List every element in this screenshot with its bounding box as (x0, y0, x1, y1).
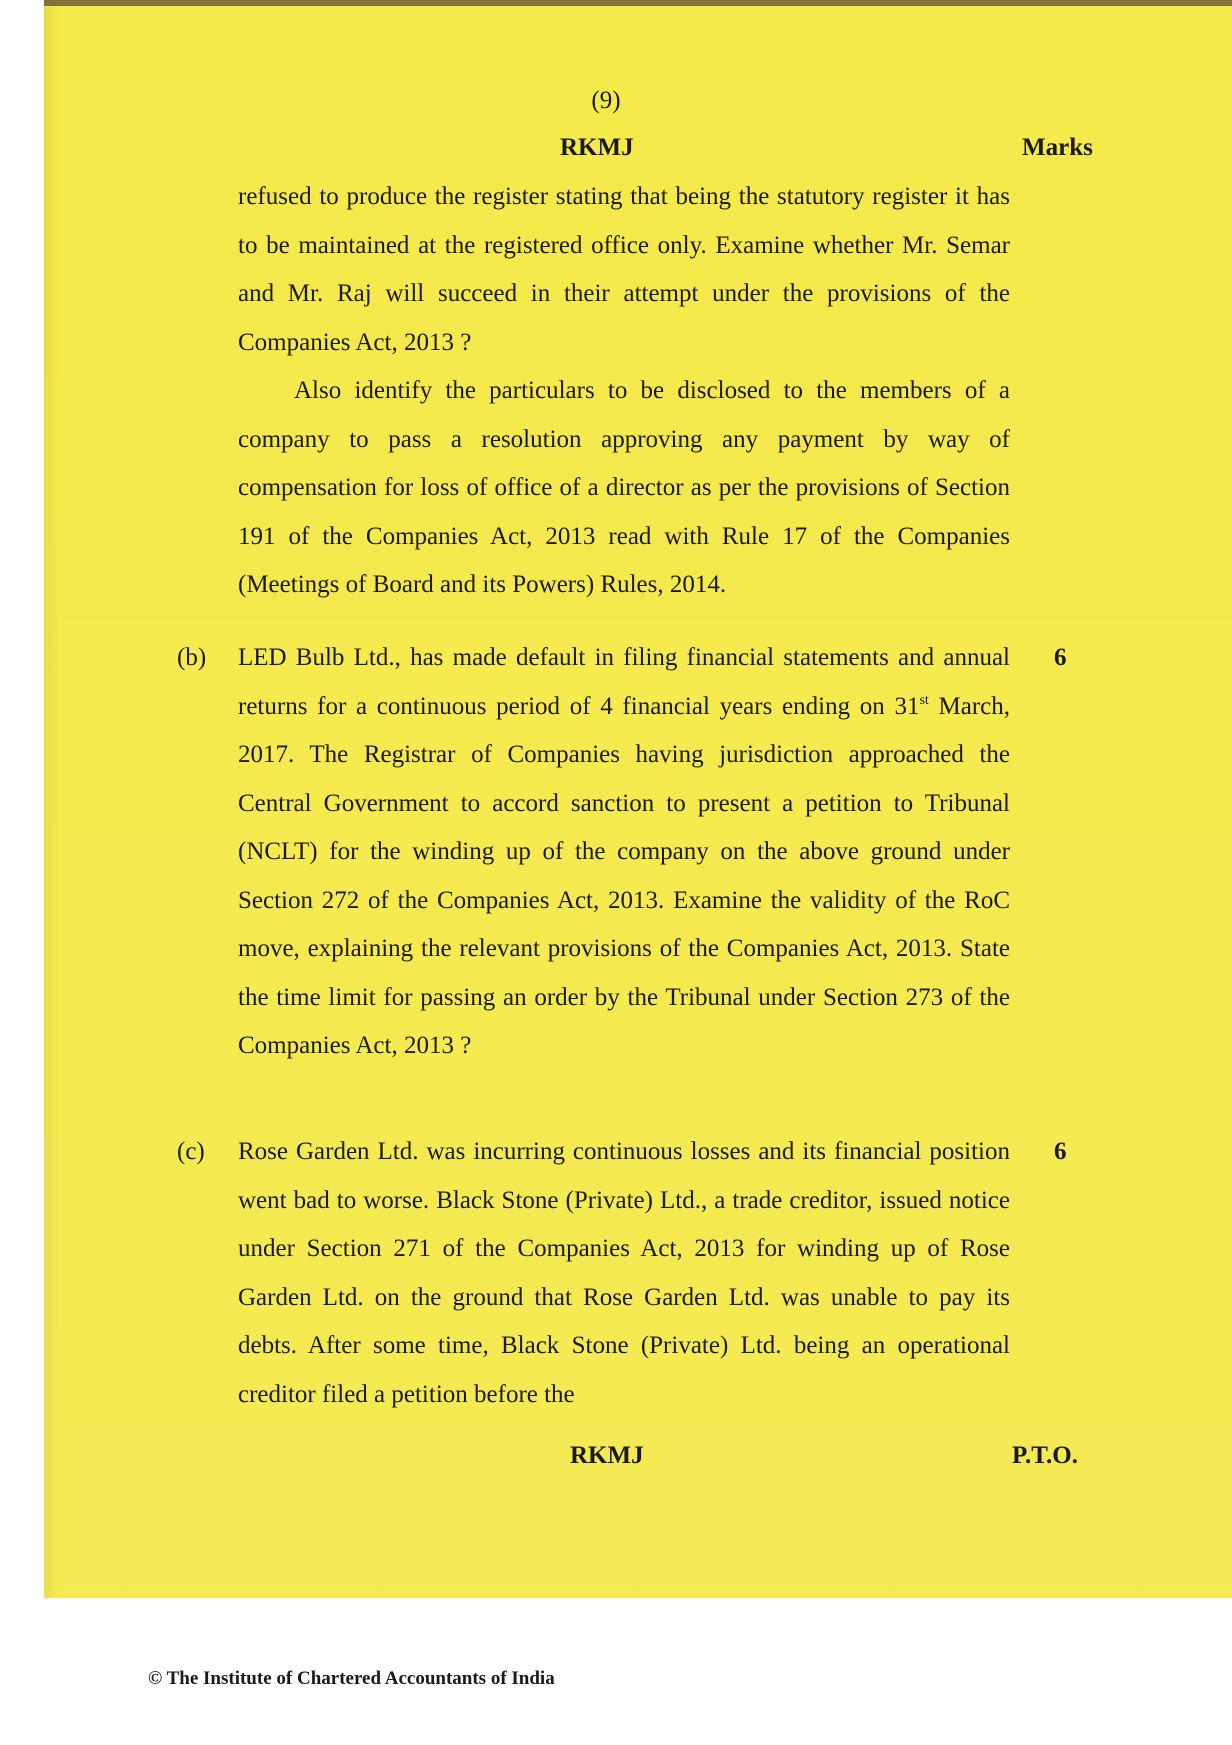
question-c-paragraph: Rose Garden Ltd. was incurring continuous losses and its financial position went bad to worse. Black Stone (Private) Ltd., a trade creditor, issued notice under Section 271 of the Companies Act, 2013 for winding up of Rose Garden Ltd. on the ground that Rose Garden Ltd. was unable to pay its debts. After some time, Black Stone (Private) Ltd. being an operational creditor filed a petition before the (238, 1138, 1010, 1408)
question-a-continued (238, 173, 1010, 610)
question-b-text-end: March, 2017. The Registrar of Companies having jurisdiction approached the Central Government to accord sanction to present a petition to Tribunal (NCLT) for the winding up of the company on the above ground under Section 272 of the Companies Act, 2013. Examine the validity of the RoC move, explaining the relevant provisions of the Companies Act, 2013. State the time limit for passing an order by the Tribunal under Section 273 of the Companies Act, 2013 ? (238, 692, 1010, 1059)
please-turn-over: P.T.O. (1012, 1442, 1078, 1469)
question-c-label: (c) (177, 1138, 205, 1165)
question-b-label: (b) (177, 644, 207, 671)
question-c-text (238, 1128, 1010, 1419)
marks-column-heading: Marks (1022, 134, 1093, 161)
header-paper-code: RKMJ (560, 134, 634, 161)
question-a-paragraph-2: Also identify the particulars to be disclosed to the members of a company to pass a resolution approving any payment by way of compensation for loss of office of a director as per the provisions of Section 191 of the Companies Act, 2013 read with Rule 17 of the Companies (Meetings of Board and its Powers) Rules, 2014. (238, 377, 1010, 598)
paper-top-edge (44, 0, 1232, 6)
page-number: (9) (591, 87, 621, 114)
question-b-paragraph (238, 634, 1010, 1071)
question-b-marks: 6 (1054, 644, 1067, 671)
question-c-marks: 6 (1054, 1138, 1067, 1165)
question-a-paragraph-1: refused to produce the register stating that being the statutory register it has to be maintained at the registered office only. Examine whether Mr. Semar and Mr. Raj will succeed in their attempt under the provisions of the Companies Act, 2013 ? (238, 183, 1010, 356)
footer-paper-code: RKMJ (570, 1442, 644, 1469)
question-b-text-start: LED Bulb Ltd., has made default in filing financial statements and annual returns for a continuous period of 4 financial years ending on 31 (238, 644, 1010, 720)
ordinal-superscript: st (919, 692, 929, 708)
question-b-text (238, 634, 1010, 1071)
copyright-notice: © The Institute of Chartered Accountants of India (148, 1668, 555, 1689)
